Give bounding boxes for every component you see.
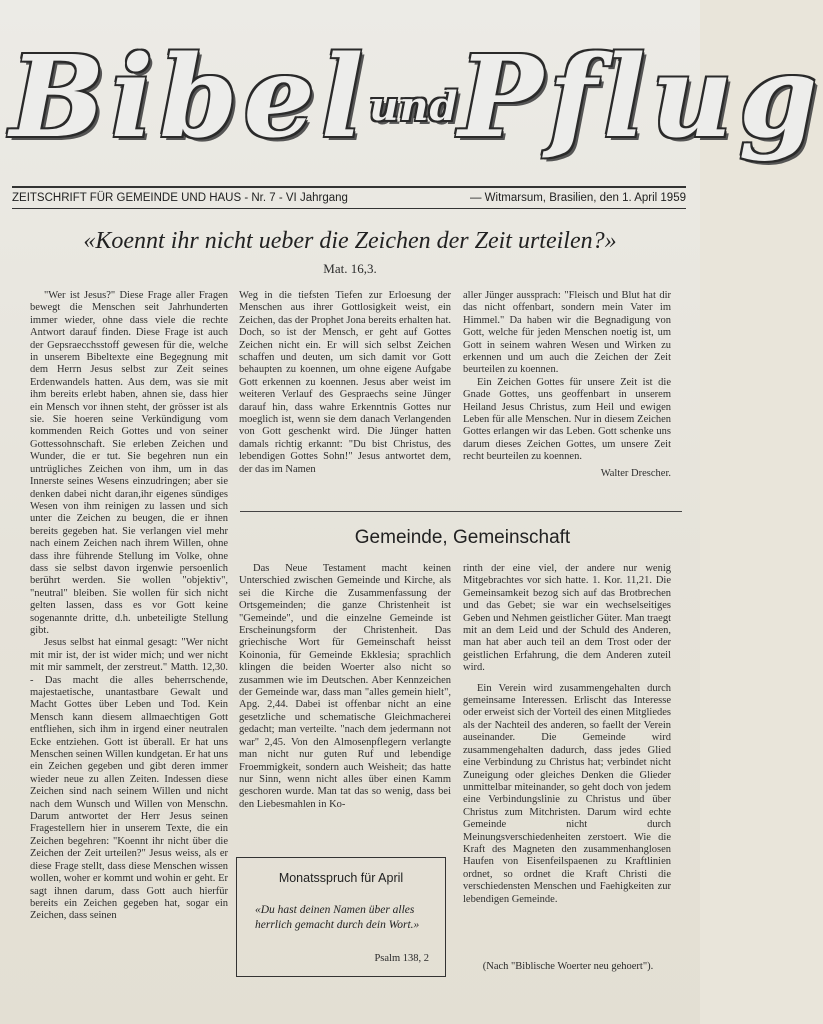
article-column-3: [463, 290, 671, 480]
masthead-bibel: Bibel: [10, 32, 370, 163]
masthead: [10, 18, 823, 178]
monatsspruch-reference: Psalm 138, 2: [374, 953, 429, 964]
paragraph: rinth der eine viel, der andere nur wenig Mitgebrachtes vor sich hatte. 1. Kor. 11,21. Die Gemeinsamkeit bezog sich auf das Brotbrechen und das Gebet; sie war ein wechselseitiges Geben und Nehmen geistlicher Güter. Man traegt mit an dem Leid und der Schuld des Anderen, man hat aber auch teil an dem Trost oder der geistlichen Erfahrung, die dem Anderen zuteil wird.: [463, 563, 671, 674]
article-column-1: [30, 290, 228, 923]
issue-place-date: — Witmarsum, Brasilien, den 1. April 1959: [469, 192, 686, 204]
paragraph: "Wer ist Jesus?" Diese Frage aller Fragen bewegt die Menschen seit Jahrhunderten immer wieder, ohne dass viele die rechte Antwort darauf finden. Diese Frage ist auch der Gepsraecchsstoff gewesen für die, welche in unserem Bibeltexte eine Begegnung mit dem Herrn Jesus selbst zur Zeit seines Erdenwandels hatten. Aus dem, was sie mit ihm bereits erlebt haben, ahnen sie, dass hier ein Mensch vor ihnen steht, der grösser ist als sie. Sie hoeren seine Verkündigung vom kommenden Reich Gottes und von seiner Gottessohnschaft. Sie erleben Zeichen und Wunder, die er tut. Sie begehren nun ein untrügliches Zeichen von ihm, um in das Innerste seines Wesens einzudringen; aber sie denken dabei nicht daran,ihr eigenes sündiges Wesen von ihm reinigen zu lassen und sich unter die Zeichen zu beugen, die er ihnen bereits gegeben hat. Sie verlangen viel mehr nach einem Zeichen nach ihrem Willen, ohne dass ihre führende Stellung im Volke, ohne dass sie selbst davon irgenwie persoenlich berührt werden. Sie wollen "objektiv", "neutral" bleiben. Sie wollen für sich nicht gelten lassen, dass es vor Gott keine sogenannte dritte, d.h. unbeteiligte Stellung gibt.: [30, 290, 228, 636]
issue-header: [12, 186, 686, 208]
section-column-2: [463, 563, 671, 906]
article-headline: «Koennt ihr nicht ueber die Zeichen der Zeit urteilen?»: [83, 228, 617, 254]
paragraph: Das Neue Testament macht keinen Unterschied zwischen Gemeinde und Kirche, als sei die Kirche die Zusammenfassung der Ortsgemeinden; die ganze Christenheit ist "Gemeinde", und die einzelne Gemeinde ist Erscheinungsform der Christenheit. Das griechische Wort für Gemeinschaft heisst Koinonia, für Gemeinde Ekklesia; sprachlich klingen die beiden Woerter also nicht so zusammen wie im Deutschen. Aber Kennzeichen der Gemeinde war, dass man "alles gemein hielt", Apg. 2,44. Dabei ist offenbar nicht an eine gesetzliche und schematische Gleichmacherei gedacht; man verteilte. "nach dem jedermann not war" 2,45. Von den Almosenpflegern verlangte man nicht nur guten Ruf und lebendige Froemmigkeit, sondern auch Weisheit; das hatte nur Sinn, wenn nicht alles über einen Kamm geschoren wurde. Man tat das so wenig, dass bei den Liebesmahlen in Ko-: [239, 563, 451, 810]
source-credit: (Nach "Biblische Woerter neu gehoert").: [482, 961, 654, 972]
issue-info: ZEITSCHRIFT FÜR GEMEINDE UND HAUS - Nr. 7 - VI Jahrgang: [12, 192, 348, 204]
author-signature: Walter Drescher.: [600, 467, 671, 479]
header-rule: [12, 208, 686, 209]
paragraph: Jesus selbst hat einmal gesagt: "Wer nicht mit mir ist, der ist wider mich; und wer nicht mit mir sammelt, der zerstreut." Matth. 12,30. - Das macht die alles beherrschende, majestaetische, unantastbare Gewalt und Macht Gottes über Leben und Tod. Kein Mensch kann diesem allmaechtigen Gott entfliehen, sich ihm in irgend einer neutralen Ecke entziehen. Gott ist überall. Er hat uns Menschen seinen Willen kundgetan. Er hat uns ein Zeichen gegeben und gibt deren immer wieder neue zu allen Zeiten. Indessen diese Zeichen sind nach seinem Willen und nicht nach dem Wunsch und Willen von Menschn. Darum antwortet der Herr Jesus seinen Fragestellern hier in unserem Texte, die ein Zeichen begehren: "Koennt ihr nicht über die Zeichen der Zeit urteilen?" Jesus weiss, als er diese Frage stellt, dass diese Menschen wissen wollen, woher er kommt und wohin er geht. Er sagt ihnen darum, dass Gott auch hierfür bereits ein Zeichen gegeben hat, sogar ein Zeichen, dass seinen: [30, 637, 228, 922]
section-column-1: [239, 563, 451, 811]
article-column-2: [239, 290, 451, 476]
masthead-und: und: [369, 83, 459, 130]
section-divider: [240, 511, 682, 512]
section-title: Gemeinde, Gemeinschaft: [354, 527, 571, 548]
monatsspruch-box: [236, 857, 446, 977]
article-bible-reference: Mat. 16,3.: [323, 261, 377, 276]
paragraph: aller Jünger aussprach: "Fleisch und Blut hat dir das nicht offenbart, sondern mein Vater im Himmel." Da haben wir die Begnadigung von Gott, welche für jeden Menschen noetig ist, um Gott in seinem wahren Wesen und Wirken zu erkennen und um auch die Zeichen der Zeit beurteilen zu koennen.: [463, 290, 671, 376]
paragraph: Weg in die tiefsten Tiefen zur Erloesung der Menschen aus ihrer Gottlosigkeit weist, ein Zeichen, das der Prophet Jona bereits erhalten hat. Doch, so ist der Mensch, er geht auf Gottes Zeichen nicht ein. Er will sich selbst Zeichen schaffen und deuten, um sich damit vor Gott behaupten zu koennen, um ohne eigene Aufgabe Gott erkennen zu koennen. Jesus aber weist im weiteren Verlauf des Gespraechs seine Jünger darauf hin, dass wahre Erkenntnis Gottes nur moeglich ist, wenn sie dem danach Verlangenden von Gott geschenkt wird. Die Jünger hatten damals richtig erkannt: "Du bist Christus, des lebendigen Gottes Sohn!" Jesus antwortet dem, der das im Namen: [239, 290, 451, 475]
paragraph: Ein Zeichen Gottes für unsere Zeit ist die Gnade Gottes, uns geoffenbart in unserem Heiland Jesus Christus, zum Heil und ewigen Leben für alle Menschen. Nur in diesem Zeichen Gottes erlangen wir das Leben. Gott schenke uns darum dieses Zeichen Gottes, um unsere Zeit recht beurteilen zu koennen.: [463, 376, 671, 463]
monatsspruch-quote: «Du hast deinen Namen über alles herrlich gemacht durch dein Wort.»: [255, 904, 420, 931]
monatsspruch-title: Monatsspruch für April: [278, 871, 404, 885]
paragraph: Ein Verein wird zusammengehalten durch gemeinsame Interessen. Erlischt das Interesse oder erweist sich der Vorteil des einen Mitgliedes als der Nachteil des anderen, so faellt der Verein auseinander. Die Gemeinde wird zusammengehalten dadurch, dass jedes Glied eine Verbindung zu Christus hat; verbindet nicht Zuneigung oder gleiches Denken die Glieder unmittelbar miteinander, so geht doch von jedem eine Verbindungslinie zu Christus und über Christus zum Mitchristen. Darum wird echte Gemeinde nicht durch Meinungsverschiedenheiten zerstoert. Wie die Kraft des Magneten den zusammenhanglosen Haufen von Eisenfeilspaenen zu Kraftlinien ordnet, so ordnet die Kraft Christi die verschiedensten Menschen und Faehigkeiten zur lebendigen Gemeinde.: [463, 682, 671, 905]
masthead-pflug: Pflug: [458, 32, 823, 163]
